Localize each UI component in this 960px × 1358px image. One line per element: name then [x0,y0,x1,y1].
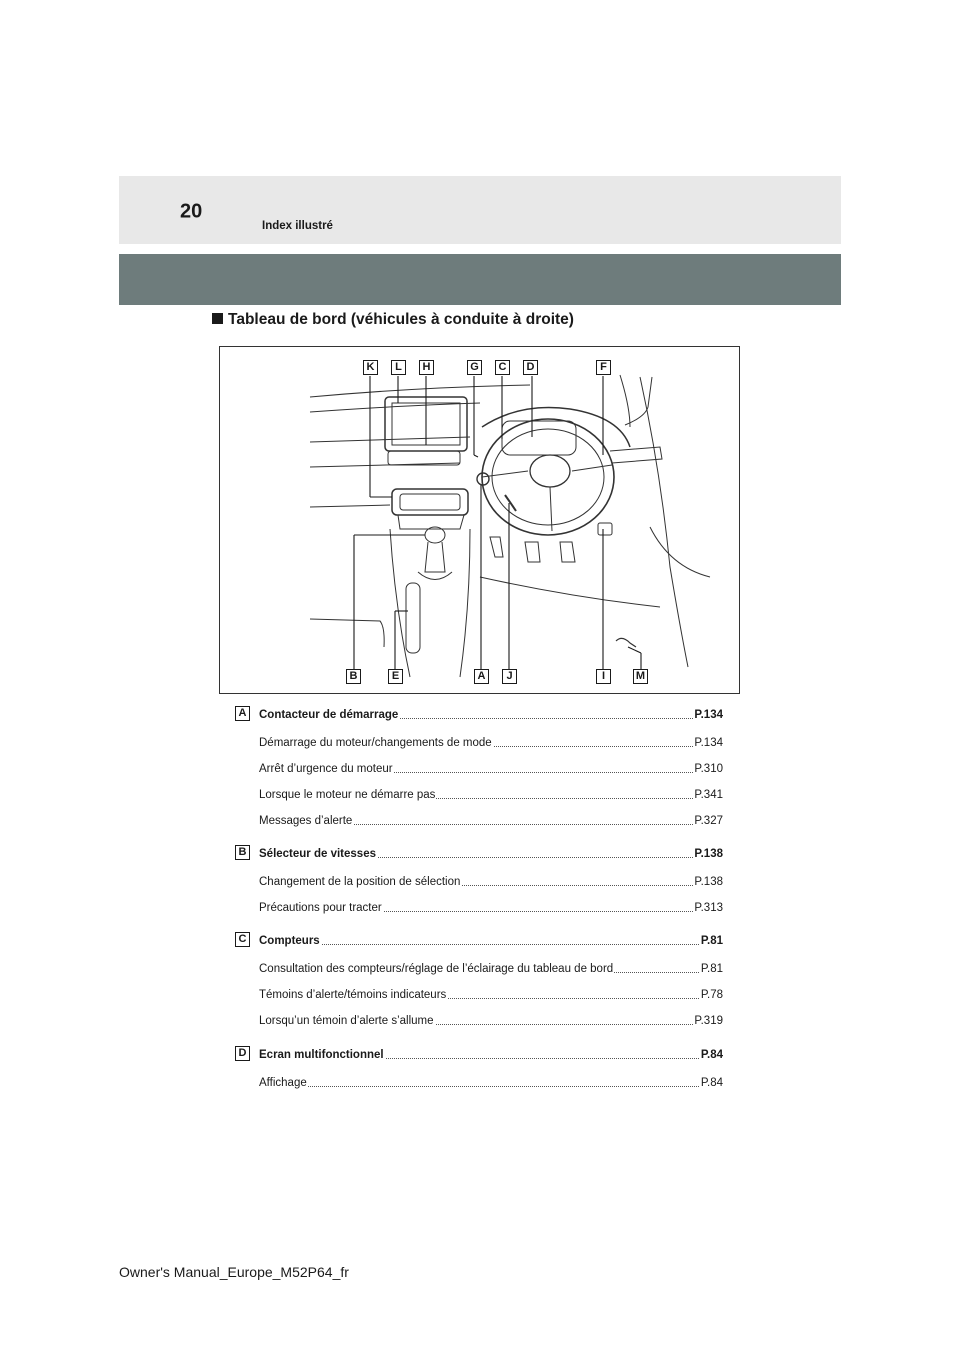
index-entry: Lorsqu’un témoin d’alerte s’allume P.319 [259,1015,723,1027]
label-h: H [419,360,434,375]
label-k: K [363,360,378,375]
label-b: B [346,669,361,684]
section-heading [212,311,574,329]
entry-letter-d: D [235,1046,250,1061]
index-entry: Changement de la position de sélection P.138 [259,876,723,888]
index-entry: Précautions pour tracter P.313 [259,902,723,914]
label-f: F [596,360,611,375]
entry-letter-c: C [235,932,250,947]
index-entry: Démarrage du moteur/changements de mode P.134 [259,737,723,749]
label-m: M [633,669,648,684]
label-l: L [391,360,406,375]
label-i: I [596,669,611,684]
index-entry: Consultation des compteurs/réglage de l’éclairage du tableau de bord P.81 [259,963,723,975]
label-c: C [495,360,510,375]
label-e: E [388,669,403,684]
index-entry: Lorsque le moteur ne démarre pas P.341 [259,789,723,801]
chapter-band [119,254,841,305]
page-number: 20 [180,200,203,223]
label-g: G [467,360,482,375]
header-band [119,176,841,244]
label-d: D [523,360,538,375]
label-a: A [474,669,489,684]
index-entry: Compteurs P.81 [259,935,723,947]
index-entry: Écran multifonctionnel P.84 [259,1049,723,1061]
index-entry: Messages d’alerte P.327 [259,815,723,827]
section-title: Index illustré [262,220,333,232]
dashboard-illustration [219,346,740,694]
square-bullet-icon [212,313,223,324]
index-entry: Contacteur de démarrage P.134 [259,709,723,721]
index-entry: Affichage P.84 [259,1077,723,1089]
index-entry: Arrêt d’urgence du moteur P.310 [259,763,723,775]
dashboard-drawing [220,347,739,693]
heading-text: Tableau de bord (véhicules à conduite à droite) [228,311,574,328]
manual-footer: Owner's Manual_Europe_M52P64_fr [119,1264,349,1280]
entry-letter-b: B [235,845,250,860]
index-entry: Témoins d’alerte/témoins indicateurs P.78 [259,989,723,1001]
entry-letter-a: A [235,706,250,721]
label-j: J [502,669,517,684]
index-entry: Sélecteur de vitesses P.138 [259,848,723,860]
